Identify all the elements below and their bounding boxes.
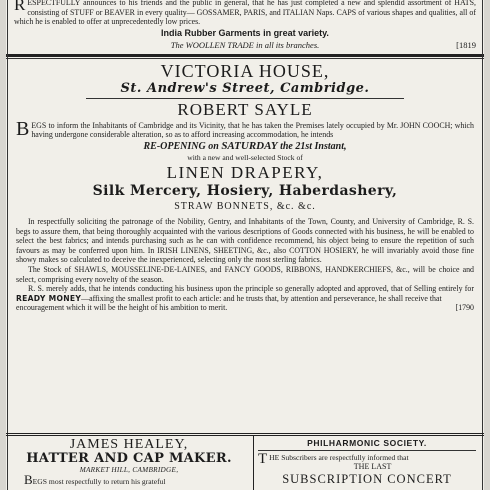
woollen-trade-line: The WOOLLEN TRADE in all its branches. xyxy=(170,39,320,50)
begs-dropcap: B xyxy=(16,117,30,140)
proprietor-name: ROBERT SAYLE xyxy=(177,99,313,119)
begs-paragraph xyxy=(16,117,474,140)
right-border-rule xyxy=(482,0,483,490)
encouragement-text: encouragement which it will be the height of his ambition to merit. xyxy=(16,303,228,313)
begs-text: EGS to inform the Inhabitants of Cambridge and its Vicinity, that he has taken the Premises lately occupied by Mr. JOHN COOCH; which having undergone considerable alteration, so as to afford increasing accommodation, he intends xyxy=(31,120,474,140)
reopening-part-3: the 21st Instant, xyxy=(277,140,347,152)
subscribers-text: HE Subscribers are respectfully informed that xyxy=(269,453,409,462)
hat-advert-number: [1819 xyxy=(456,39,476,50)
section-divider-top xyxy=(6,54,484,57)
subscription-concert-heading: SUBSCRIPTION CONCERT xyxy=(282,472,452,486)
hat-advert xyxy=(6,0,484,51)
reopening-line xyxy=(16,140,474,153)
philharmonic-advert xyxy=(258,436,476,490)
india-rubber-line: India Rubber Garments in great variety. xyxy=(161,27,329,38)
woollen-trade-row xyxy=(14,40,476,51)
healey-trade: HATTER AND CAP MAKER. xyxy=(26,451,232,466)
hat-advert-text xyxy=(14,0,476,27)
stock-paragraph: The Stock of SHAWLS, MOUSSELINE-DE-LAINES, and FANCY GOODS, RIBBONS, HANDKERCHIEFS, &c., will be choice and select, comprising every novelty of the season. xyxy=(16,264,474,284)
reopening-part-1: RE-OPENING on xyxy=(143,140,222,152)
newspaper-page xyxy=(6,0,484,490)
ready-money-text-1: R. S. merely adds, that he intends conducting his business upon the principle so generally adopted and approved, that of Selling entirely for xyxy=(28,284,474,294)
philharmonic-rule xyxy=(258,450,476,451)
victoria-house-heading: VICTORIA HOUSE, xyxy=(160,60,330,81)
ready-money-paragraph xyxy=(16,284,474,303)
healey-returns-text: EGS most respectfully to return his grateful xyxy=(32,477,166,486)
bottom-adverts xyxy=(6,433,484,490)
hat-advert-line-3: GOSSAMER, PARIS, and ITALIAN Naps. CAPS of various shapes and qualities, all of which he is xyxy=(14,7,476,27)
linen-drapery-heading: LINEN DRAPERY, xyxy=(166,162,324,182)
healey-advert xyxy=(6,436,252,490)
victoria-advert-number: [1790 xyxy=(455,303,474,313)
street-underline xyxy=(86,98,404,99)
healey-address: MARKET HILL, CAMBRIDGE, xyxy=(79,466,179,474)
patronage-paragraph: In respectfully soliciting the patronage of the Nobility, Gentry, and Inhabitants of the Town, County, and University of Cambridge, R. S. begs to assure them, that being thoroughly acquainted with the various descriptions of Goods connected with his business, he will be enabled to select the best fabrics; and intends purchasing such as he can with confidence recommend, his object being to ensure the repetition of such favours as may be conferred upon him. In IRISH LINENS, SHEETING, &c., also COTTON HOSIERY, he will invariably avoid those fine showy makes so calculated to deceive the inexperienced, selecting only the most sterling fabrics. xyxy=(16,216,474,265)
hat-advert-line-2: a new and splendid assortment of HATS, consisting of STUFF or BEAVER in every quality— xyxy=(27,0,476,17)
subscribers-dropcap: T xyxy=(258,451,268,467)
left-border-rule xyxy=(7,0,8,490)
column-divider xyxy=(253,436,254,490)
new-stock-line: with a new and well-selected Stock of xyxy=(187,152,303,162)
victoria-house-advert xyxy=(6,61,484,313)
philharmonic-title: PHILHARMONIC SOCIETY. xyxy=(307,438,427,448)
the-last-line: THE LAST xyxy=(353,462,392,471)
healey-dropcap: B xyxy=(24,472,33,487)
hat-advert-line-4: enabled to offer at unprecedentedly low prices. xyxy=(51,17,201,27)
hat-advert-line-1: ESPECTFULLY announces to his friends and the public in general, that he has just completed xyxy=(27,0,339,7)
healey-returns-line xyxy=(24,472,252,487)
street-heading: St. Andrew's Street, Cambridge. xyxy=(120,80,370,96)
encouragement-line xyxy=(16,303,474,313)
section-divider-top-thin xyxy=(6,58,484,59)
healey-name: JAMES HEALEY, xyxy=(69,437,189,452)
reopening-day: SATURDAY xyxy=(221,139,278,152)
hat-advert-dropcap: R xyxy=(14,0,26,14)
ready-money-text-2: —affixing the smallest profit to each article: and he trusts that, by attention and perseverance, he shall receive that xyxy=(81,293,442,303)
ready-money-emphasis: READY MONEY xyxy=(16,293,82,303)
silk-mercery-heading: Silk Mercery, Hosiery, Haberdashery, xyxy=(92,182,398,199)
straw-bonnets-heading: STRAW BONNETS, &c. &c. xyxy=(174,200,316,212)
